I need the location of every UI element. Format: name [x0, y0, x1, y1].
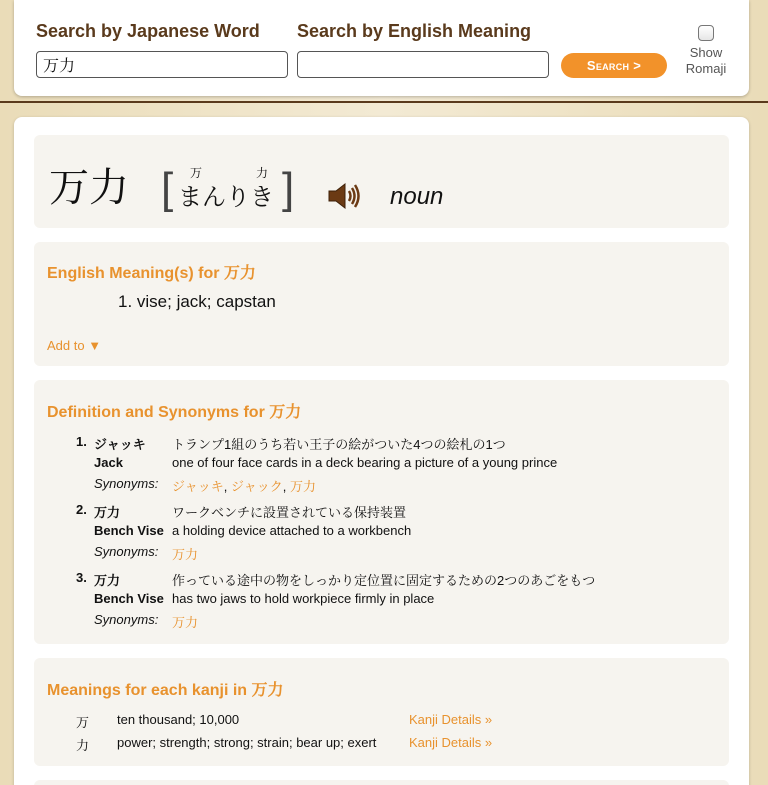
ruby-1: 万 [190, 166, 203, 180]
definition-japanese: ワークベンチに設置されている保持装置 [172, 505, 407, 520]
definition-word: ジャッキ [94, 437, 146, 452]
kanji-details-link[interactable]: Kanji Details » [409, 735, 493, 750]
definition-english-word: Bench Vise [94, 523, 164, 538]
synonyms-list: ジャッキ, ジャック, 万力 [172, 479, 316, 494]
synonym-link[interactable]: 万力 [172, 615, 199, 630]
ruby-2: 力 [256, 166, 269, 180]
definition-japanese: 作っている途中の物をしっかり定位置に固定するための2つのあごをもつ [172, 573, 596, 588]
bracket-close: ] [282, 164, 295, 213]
definition-number: 3. [76, 570, 87, 585]
romaji-label-line-2: Romaji [685, 61, 727, 76]
headword: 万力 [49, 165, 129, 211]
definition-number: 1. [76, 434, 87, 449]
definition-english-word: Jack [94, 455, 123, 470]
synonym-link[interactable]: ジャック [230, 479, 283, 494]
synonyms-label: Synonyms: [94, 544, 159, 559]
part-of-speech: noun [390, 183, 444, 210]
kanji-char: 万 [76, 715, 90, 730]
definition-number: 2. [76, 502, 87, 517]
kanji-title: Meanings for each kanji in 万力 [47, 682, 284, 699]
english-search-label: Search by English Meaning [297, 21, 532, 41]
speaker-icon[interactable] [327, 182, 363, 210]
kanji-meaning: ten thousand; 10,000 [117, 712, 240, 727]
meaning-item: 1. vise; jack; capstan [118, 292, 276, 311]
search-panel [14, 0, 749, 96]
next-section-box [34, 780, 729, 785]
english-meanings-box [34, 242, 729, 366]
kanji-meaning: power; strength; strong; strain; bear up; exert [117, 735, 377, 750]
show-romaji-checkbox[interactable] [698, 25, 714, 41]
kanji-box [34, 658, 729, 766]
english-search-input[interactable] [297, 51, 549, 78]
synonym-link[interactable]: ジャッキ [172, 479, 224, 494]
synonyms-label: Synonyms: [94, 612, 159, 627]
definition-word: 万力 [94, 573, 121, 588]
definition-english-word: Bench Vise [94, 591, 164, 606]
bracket-open: [ [161, 164, 174, 213]
romaji-label-line-1: Show [689, 45, 723, 60]
headword-box [34, 135, 729, 228]
kanji-char: 力 [76, 738, 90, 753]
synonym-link[interactable]: 万力 [172, 547, 199, 562]
definitions-title: Definition and Synonyms for 万力 [47, 404, 302, 421]
search-button[interactable]: Search > [561, 53, 667, 78]
kanji-details-link[interactable]: Kanji Details » [409, 712, 493, 727]
definition-english: has two jaws to hold workpiece firmly in place [172, 591, 435, 606]
add-to-link[interactable]: Add to ▼ [47, 338, 102, 353]
kana-reading: まんりき [178, 183, 274, 211]
synonyms-label: Synonyms: [94, 476, 159, 491]
header-divider [0, 101, 768, 103]
synonym-link[interactable]: 万力 [289, 479, 316, 494]
japanese-search-input[interactable] [36, 51, 288, 78]
main-panel [14, 117, 749, 785]
english-meanings-title: English Meaning(s) for 万力 [47, 265, 256, 282]
definition-japanese: トランプ1組のうち若い王子の絵がついた4つの絵札の1つ [172, 437, 506, 452]
definition-word: 万力 [94, 505, 121, 520]
definition-english: a holding device attached to a workbench [172, 523, 412, 538]
definition-english: one of four face cards in a deck bearing a picture of a young prince [172, 455, 558, 470]
definitions-box [34, 380, 729, 644]
japanese-search-label: Search by Japanese Word [36, 21, 260, 41]
show-romaji-label[interactable] [669, 45, 743, 77]
